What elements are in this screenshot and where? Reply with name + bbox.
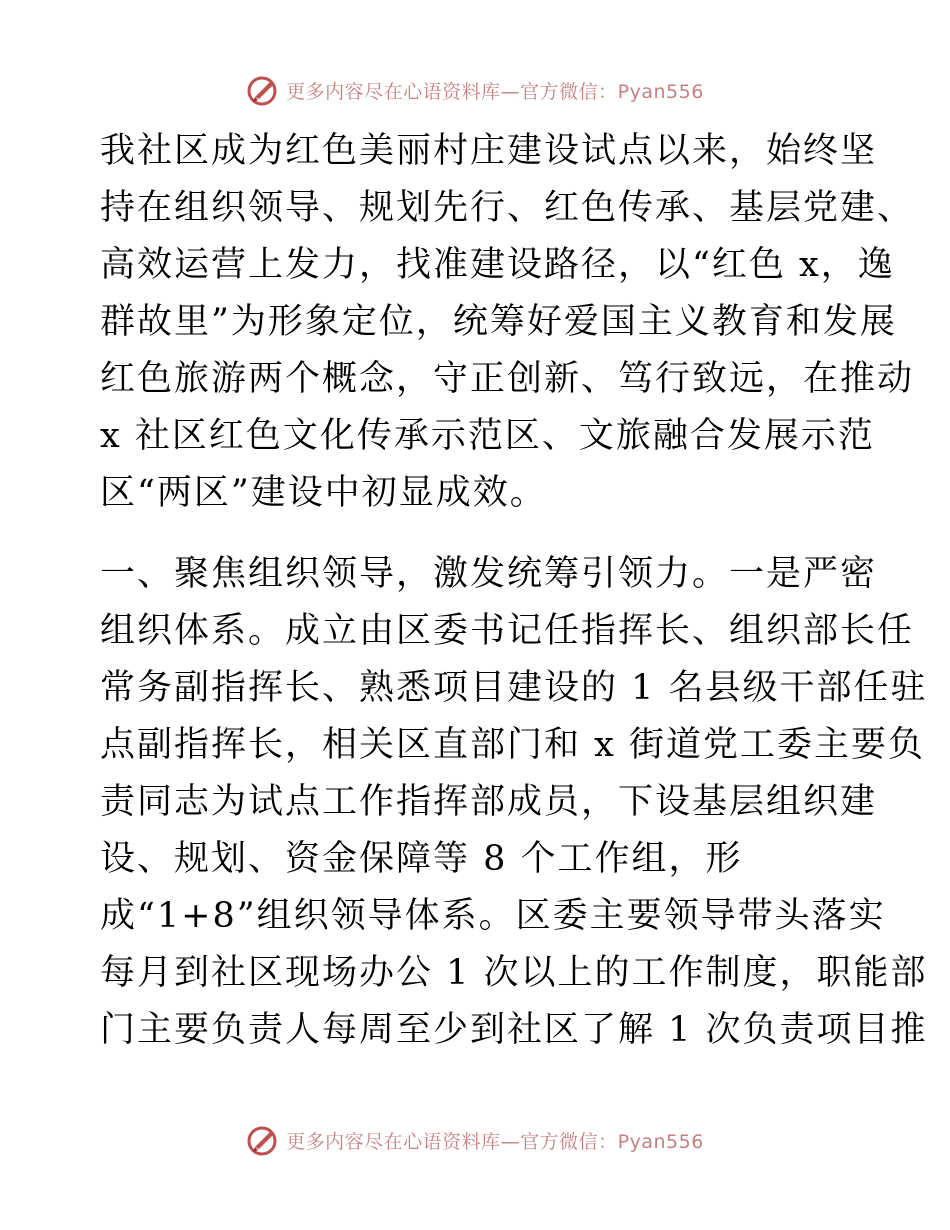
text-line: 每月到社区现场办公 1 次以上的工作制度，职能部 <box>100 953 928 993</box>
paragraph-section-one <box>100 546 928 1059</box>
text-line: 设、规划、资金保障等 8 个工作组，形 <box>100 839 743 879</box>
header-watermark-text: 更多内容尽在心语资料库—官方微信：Pyan556 <box>286 80 704 103</box>
text-line: 我社区成为红色美丽村庄建设试点以来，始终坚 <box>100 131 878 171</box>
pen-circle-logo-icon <box>246 1123 280 1157</box>
text-line: 点副指挥长，相关区直部门和 x 街道党工委主要负 <box>100 725 925 765</box>
text-line: 区“两区”建设中初显成效。 <box>100 473 547 513</box>
text-line: x 社区红色文化传承示范区、文旅融合发展示范 <box>100 416 875 456</box>
document-body <box>100 123 928 1059</box>
footer-watermark-text: 更多内容尽在心语资料库—官方微信：Pyan556 <box>286 1130 704 1153</box>
text-line: 门主要负责人每周至少到社区了解 1 次负责项目推 <box>100 1010 928 1050</box>
header-watermark <box>0 70 950 110</box>
footer-watermark <box>0 1120 950 1160</box>
text-line: 成“1+8”组织领导体系。区委主要领导带头落实 <box>100 896 886 936</box>
paragraph-intro <box>100 123 915 522</box>
text-line: 高效运营上发力，找准建设路径，以“红色 x，逸 <box>100 245 895 285</box>
pen-circle-logo-icon <box>246 73 280 107</box>
text-line: 一、聚焦组织领导，激发统筹引领力。一是严密 <box>100 554 878 594</box>
text-line: 红色旅游两个概念，守正创新、笃行致远，在推动 <box>100 359 915 399</box>
text-line: 组织体系。成立由区委书记任指挥长、组织部长任 <box>100 611 915 651</box>
text-line: 持在组织领导、规划先行、红色传承、基层党建、 <box>100 188 915 228</box>
paragraph-gap <box>100 522 860 546</box>
text-line: 责同志为试点工作指挥部成员，下设基层组织建 <box>100 782 878 822</box>
text-line: 群故里”为形象定位，统筹好爱国主义教育和发展 <box>100 302 897 342</box>
text-line: 常务副指挥长、熟悉项目建设的 1 名县级干部任驻 <box>100 668 928 708</box>
